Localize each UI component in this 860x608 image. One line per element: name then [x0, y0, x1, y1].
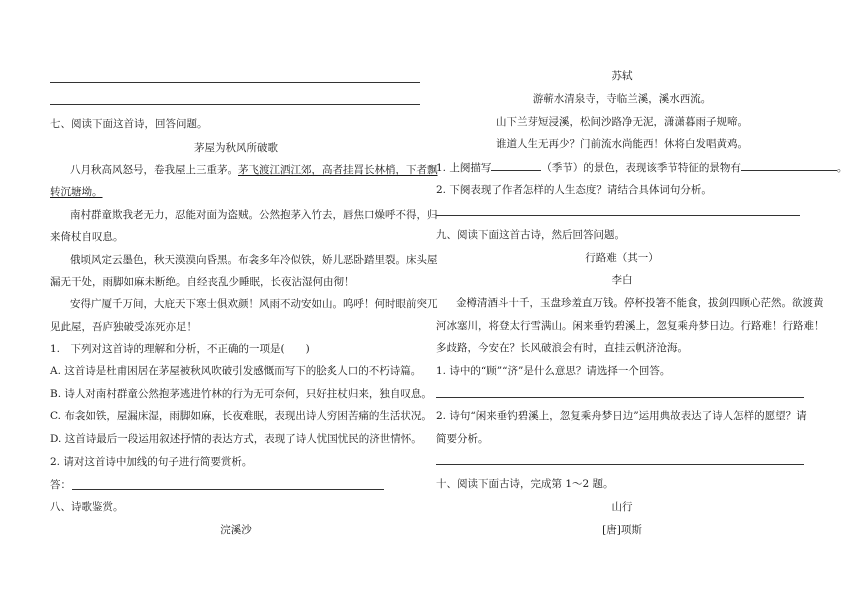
poem-line: 山下兰芽短浸溪，松间沙路净无泥，潇潇暮雨子规啼。	[496, 116, 748, 128]
poem-title: 茅屋为秋风所破歌	[194, 142, 278, 154]
answer-line	[50, 104, 420, 105]
question-2-continued: 简要分析。	[436, 433, 489, 445]
poem-title: 浣溪沙	[220, 524, 252, 536]
poem-paragraph-line: 南村群童欺我老无力，忍能对面为盗贼。公然抱茅入竹去，唇焦口燥呼不得，归	[70, 209, 438, 221]
answer-line	[436, 464, 804, 465]
section-heading-7: 七、阅读下面这首诗，回答问题。	[50, 118, 208, 130]
poem-paragraph-line: 八月秋高风怒号，卷我屋上三重茅。茅飞渡江洒江郊，高者挂罥长林梢，下者飘	[70, 164, 438, 176]
poem-author: 苏轼	[611, 70, 633, 82]
underlined-sentence: 转沉塘坳。	[50, 186, 103, 198]
poem-title: 山行	[611, 501, 633, 513]
section-heading-9: 九、阅读下面这首古诗，然后回答问题。	[436, 229, 625, 241]
option-a: A. 这首诗是杜甫困居在茅屋被秋风吹破引发感慨而写下的脍炙人口的不朽诗篇。	[50, 365, 422, 377]
poem-author: [唐]项斯	[602, 524, 642, 536]
answer-line	[50, 82, 420, 83]
answer-label: 答：	[50, 479, 71, 491]
poem-paragraph-line: 安得广厦千万间，大庇天下寒士俱欢颜！风雨不动安如山。呜呼！何时眼前突兀	[70, 298, 438, 310]
question-2: 2. 诗句“闲来垂钓碧溪上，忽复乘舟梦日边”运用典故表达了诗人怎样的愿望？请	[436, 410, 807, 422]
option-d: D. 这首诗最后一段运用叙述抒情的表达方式，表现了诗人忧国忧民的济世情怀。	[50, 433, 422, 445]
question-1: 1. 下列对这首诗的理解和分析，不正确的一项是( )	[50, 343, 310, 355]
answer-line	[436, 215, 800, 216]
poem-paragraph-line: 俄顷风定云墨色，秋天漠漠向昏黑。布衾多年冷似铁，娇儿恶卧踏里裂。床头屋	[70, 254, 438, 266]
poem-author: 李白	[611, 274, 633, 286]
question-1: 1. 诗中的“顾”“济”是什么意思？请选择一个回答。	[436, 365, 671, 377]
poem-paragraph-line: 漏无干处，雨脚如麻未断绝。自经丧乱少睡眠，长夜沾湿何由彻！	[50, 276, 355, 288]
poem-paragraph-line: 来倚杖自叹息。	[50, 231, 124, 243]
fill-blank[interactable]	[741, 160, 837, 171]
poem-paragraph-line: 见此屋，吾庐独破受冻死亦足！	[50, 321, 197, 333]
option-b: B. 诗人对南村群童公然抱茅逃进竹林的行为无可奈何，只好拄杖归来，独自叹息。	[50, 388, 432, 400]
answer-line	[72, 489, 384, 490]
option-c: C. 布衾如铁，屋漏床湿，雨脚如麻，长夜难眠，表现出诗人穷困苦痛的生活状况。	[50, 410, 432, 422]
poem-title: 行路难（其一）	[585, 252, 659, 264]
poem-line: 谁道人生无再少？门前流水尚能西！休将白发唱黄鸡。	[496, 138, 748, 150]
fill-blank[interactable]	[491, 160, 541, 171]
poem-paragraph-line: 多歧路，今安在？长风破浪会有时，直挂云帆济沧海。	[436, 342, 688, 354]
underlined-sentence: 茅飞渡江洒江郊，高者挂罥长林梢，下者飘	[238, 164, 438, 176]
question-1: 1. 上阕描写 （季节）的景色，表现该季节特征的景物有 。	[436, 162, 848, 174]
poem-paragraph-line: 河冰塞川，将登太行雪满山。闲来垂钓碧溪上，忽复乘舟梦日边。行路难！行路难！	[436, 320, 825, 332]
poem-intro: 游蕲水清泉寺，寺临兰溪，溪水西流。	[532, 93, 712, 105]
answer-line	[436, 397, 804, 398]
section-heading-8: 八、诗歌鉴赏。	[50, 501, 124, 513]
poem-paragraph-line	[50, 185, 422, 199]
question-2: 2. 下阕表现了作者怎样的人生态度？请结合具体词句分析。	[436, 184, 712, 196]
question-2: 2. 请对这首诗中加线的句子进行简要赏析。	[50, 456, 253, 468]
section-heading-10: 十、阅读下面古诗，完成第 1～2 题。	[436, 478, 614, 490]
poem-paragraph-line: 金樽清酒斗十千，玉盘珍羞直万钱。停杯投箸不能食，拔剑四顾心茫然。欲渡黄	[456, 297, 824, 309]
